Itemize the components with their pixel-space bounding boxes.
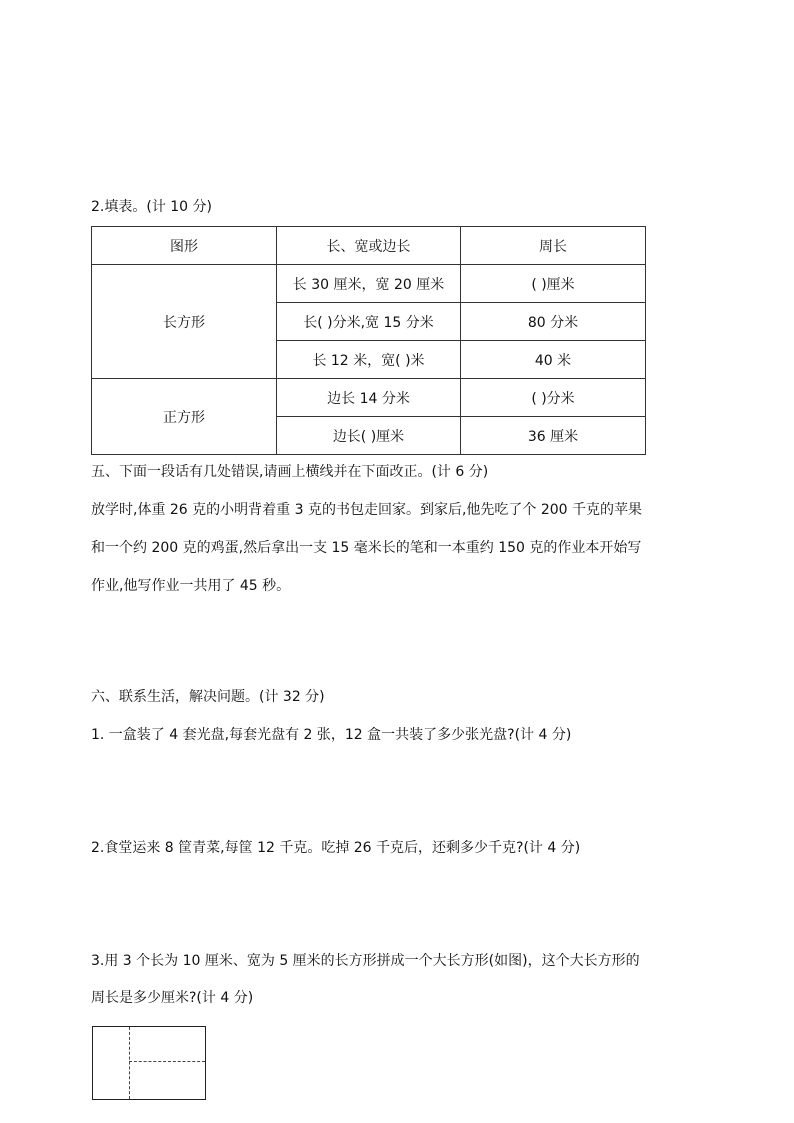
perimeter-cell: 36 厘米: [461, 417, 646, 455]
section-6-question-1: 1. 一盒装了 4 套光盘,每套光盘有 2 张，12 盒一共装了多少张光盘?(计 4 分): [91, 727, 572, 743]
section-6-question-3-line-2: 周长是多少厘米?(计 4 分): [91, 990, 254, 1006]
table-header-row: [92, 227, 646, 265]
table-row: [92, 379, 646, 417]
question-2-title: 2.填表。(计 10 分): [91, 199, 212, 215]
table-row: [92, 265, 646, 303]
rectangle-diagram: [92, 1026, 206, 1100]
section-6-title: 六、联系生活，解决问题。(计 32 分): [91, 689, 325, 705]
dims-cell: 长 30 厘米，宽 20 厘米: [277, 265, 461, 303]
section-5-paragraph-line: 和一个约 200 克的鸡蛋,然后拿出一支 15 毫米长的笔和一本重约 150 克的作业本开始写: [91, 540, 642, 556]
header-dimensions: 长、宽或边长: [277, 227, 461, 265]
shape-square: 正方形: [92, 379, 277, 455]
section-5-paragraph-line: 放学时,体重 26 克的小明背着重 3 克的书包走回家。到家后,他先吃了个 200 千克的苹果: [91, 502, 643, 518]
perimeter-cell: 80 分米: [461, 303, 646, 341]
section-6-question-2: 2.食堂运来 8 筐青菜,每筐 12 千克。吃掉 26 千克后，还剩多少千克?(计 4 分): [91, 840, 581, 856]
header-shape: 图形: [92, 227, 277, 265]
perimeter-cell: 40 米: [461, 341, 646, 379]
dashed-divider-vertical: [129, 1027, 130, 1099]
section-5-paragraph-line: 作业,他写作业一共用了 45 秒。: [91, 578, 291, 594]
dims-cell: 长 12 米，宽( )米: [277, 341, 461, 379]
header-perimeter: 周长: [461, 227, 646, 265]
perimeter-cell: ( )分米: [461, 379, 646, 417]
section-5-title: 五、下面一段话有几处错误,请画上横线并在下面改正。(计 6 分): [91, 464, 489, 480]
shape-rectangle: 长方形: [92, 265, 277, 379]
dims-cell: 长( )分米,宽 15 分米: [277, 303, 461, 341]
section-6-question-3-line-1: 3.用 3 个长为 10 厘米、宽为 5 厘米的长方形拼成一个大长方形(如图)，这个大长方形的: [91, 953, 640, 969]
fill-in-table: [91, 226, 646, 455]
dims-cell: 边长( )厘米: [277, 417, 461, 455]
dims-cell: 边长 14 分米: [277, 379, 461, 417]
perimeter-cell: ( )厘米: [461, 265, 646, 303]
dashed-divider-horizontal: [129, 1061, 205, 1062]
